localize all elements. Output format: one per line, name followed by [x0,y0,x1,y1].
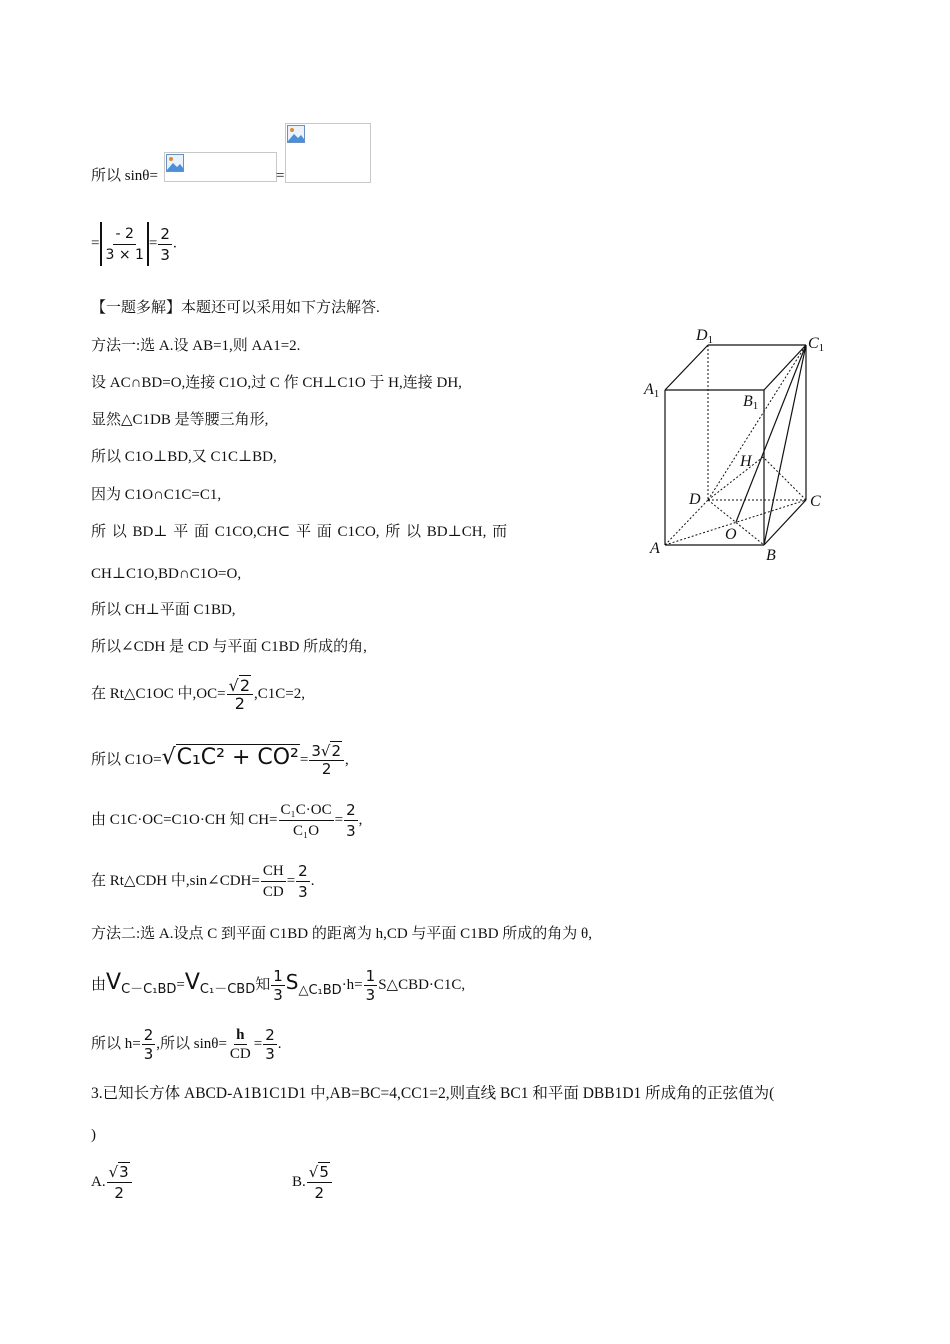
method1-line-1: 方法一:选 A.设 AB=1,则 AA1=2. [91,338,301,354]
abs-value-line: = $\frac{- 2}{3 \times 1}$ = $\frac{2}{3}$ . [91,222,177,266]
option-b[interactable]: B. $\frac{√5}{2}$ [292,1158,333,1206]
edge-ad [665,500,708,545]
method1-line-4: 所以 C1O⊥BD,又 C1C⊥BD, [91,449,277,465]
segment-dc1 [708,345,806,500]
edge-c1b [764,345,806,545]
section-title: 【一题多解】本题还可以采用如下方法解答. [91,300,380,316]
method1-line-3: 显然△C1DB 是等腰三角形, [91,412,269,428]
h-fraction: $\frac{2}{3}$ [143,1026,154,1064]
option-a-fraction: $\frac{√3}{2}$ [107,1162,132,1203]
label-c1: C1 [808,335,825,354]
ch-line: 由 C1C·OC=C1O·CH 知 CH= $\frac{\text{C₁C·OC}}{\text{C₁O}}$ = $\frac{2}{3}$ , [91,801,363,841]
formula-image-1 [164,152,277,182]
h-line: 所以 h= $\frac{2}{3}$ ,所以 sinθ= $\frac{h}{CD}$ = $\frac{2}{3}$ . [91,1026,282,1064]
oc-line: 在 Rt△C1OC 中,OC= $\frac{√2}{2}$ ,C1C=2, [91,676,305,714]
one-third-fraction-2: $\frac{1}{3}$ [365,967,376,1005]
one-third-fraction: $\frac{1}{3}$ [273,967,283,1005]
ch-result-fraction: $\frac{2}{3}$ [346,801,356,841]
label-a: A [650,540,660,557]
label-b1: B1 [743,393,759,412]
segment-ch [763,457,806,500]
c1o-sqrt: √C₁C² + CO² [161,745,299,770]
sin-result-fraction: $\frac{2}{3}$ [298,862,308,902]
c1o-fraction: $\frac{3√2}{2}$ [309,743,344,778]
edge-b1c1 [764,345,806,390]
method1-line-2: 设 AC∩BD=O,连接 C1O,过 C 作 CH⊥C1O 于 H,连接 DH, [91,375,462,391]
label-a1: A1 [644,381,660,400]
h-over-cd-fraction: $\frac{h}{CD}$ [229,1027,251,1063]
method1-line-7: CH⊥C1O,BD∩C1O=O, [91,566,242,582]
abs-fraction: $\frac{- 2}{3 \times 1}$ [105,225,144,263]
label-o: O [725,526,737,543]
question-3: 3.已知长方体 ABCD-A1B1C1D1 中,AB=BC=4,CC1=2,则直线 BC1 和平面 DBB1D1 所成角的正弦值为( [91,1085,775,1102]
option-b-fraction: $\frac{√5}{2}$ [307,1162,332,1203]
label-h: H [740,453,752,470]
c1o-line: 所以 C1O=√C₁C² + CO²= $\frac{3√2}{2}$ , [91,736,349,782]
sin-fraction: $\frac{CH}{CD}$ [262,863,284,901]
sin-theta-line: 所以 sinθ= [91,168,158,184]
oc-fraction: $\frac{√2}{2}$ [227,677,253,712]
label-d: D [689,491,701,508]
h-result-fraction: $\frac{2}{3}$ [265,1026,275,1064]
sin-cdh-line: 在 Rt△CDH 中,sin∠CDH= $\frac{CH}{CD}$ = $\frac{2}{3}$ . [91,862,315,902]
option-a[interactable]: A. $\frac{√3}{2}$ [91,1158,133,1206]
method1-line-8: 所以 CH⊥平面 C1BD, [91,602,236,618]
question-3-close: ) [91,1127,96,1143]
label-d1: D1 [696,327,714,346]
label-c: C [810,493,821,510]
cuboid-figure [640,320,840,570]
method1-line-9: 所以∠CDH 是 CD 与平面 C1BD 所成的角, [91,639,367,655]
segment-c1o [736,345,806,522]
method1-line-5: 因为 C1O∩C1C=C1, [91,487,222,503]
equals-sign: = [276,168,285,184]
segment-dh [708,457,763,500]
method1-line-6: 所 以 BD⊥ 平 面 C1CO,CH⊂ 平 面 C1CO, 所 以 BD⊥CH, 而 [91,524,508,540]
result-fraction: $\frac{2}{3}$ [160,224,170,264]
broken-image-icon [287,125,305,143]
broken-image-icon [166,154,184,172]
edge-a1d1 [665,345,708,390]
volume-line: 由VC－C₁BD=VC₁－CBD知 $\frac{1}{3}$ S△C₁BD·h= $\frac{1}{3}$ S△CBD·C1C, [91,967,466,1005]
abs-bar-left [100,222,102,266]
method2-line: 方法二:选 A.设点 C 到平面 C1BD 的距离为 h,CD 与平面 C1BD 所成的角为 θ, [91,926,592,942]
label-b: B [766,547,776,564]
ch-fraction: $\frac{\text{C₁C·OC}}{\text{C₁O}}$ [280,802,332,840]
formula-image-2 [285,123,371,183]
